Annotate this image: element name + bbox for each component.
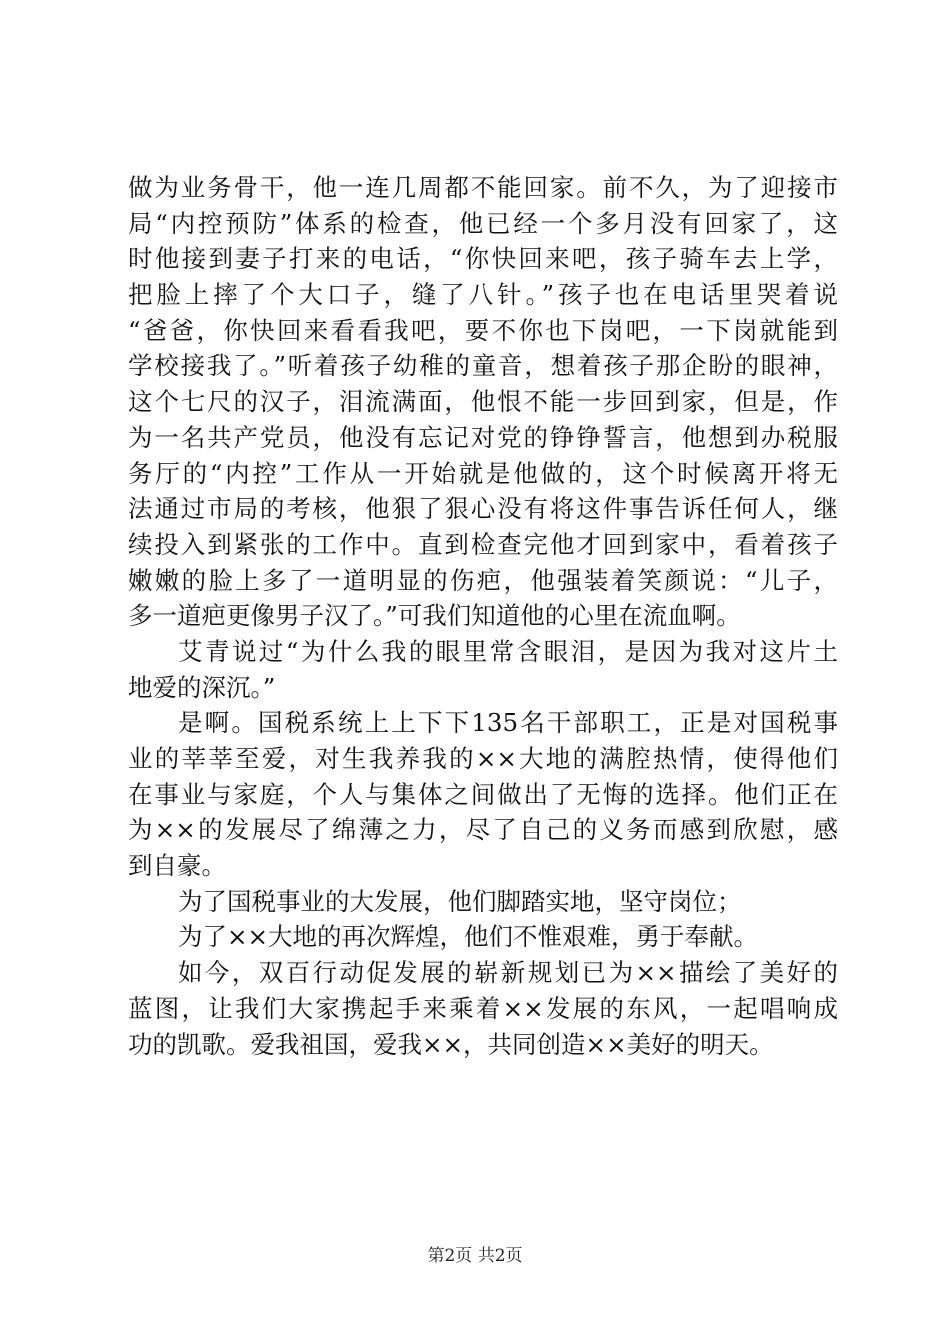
text-line: 嫩嫩的脸上多了一道明显的伤疤，他强装着笑颜说：“儿子， xyxy=(128,565,838,595)
text-line: 蓝图，让我们大家携起手来乘着××发展的东风，一起唱响成 xyxy=(128,993,838,1023)
text-line: 业的莘莘至爱，对生我养我的××大地的满腔热情，使得他们 xyxy=(128,744,838,773)
text-line: 地爱的深沉。” xyxy=(128,672,276,702)
text-line: 多一道疤更像男子汉了。”可我们知道他的心里在流血啊。 xyxy=(128,601,741,631)
paragraph-first-line: 为了××大地的再次辉煌，他们不惟艰难，勇于奉献。 xyxy=(178,922,759,952)
page-number-footer: 第2页 共2页 xyxy=(427,1246,523,1266)
paragraph-first-line: 如今，双百行动促发展的崭新规划已为××描绘了美好的 xyxy=(178,958,838,988)
text-line: 为一名共产党员，他没有忘记对党的铮铮誓言，他想到办税服 xyxy=(128,422,838,452)
text-line: 务厅的“内控”工作从一开始就是他做的，这个时候离开将无 xyxy=(128,458,838,488)
text-line: 把脸上摔了个大口子，缝了八针。”孩子也在电话里哭着说 xyxy=(128,280,838,310)
text-line: 时他接到妻子打来的电话，“你快回来吧，孩子骑车去上学， xyxy=(128,244,838,274)
text-line: 学校接我了。”听着孩子幼稚的童音，想着孩子那企盼的眼神， xyxy=(128,351,838,381)
text-line: 做为业务骨干，他一连几周都不能回家。前不久，为了迎接市 xyxy=(128,173,838,202)
text-line: 局“内控预防”体系的检查，他已经一个多月没有回家了，这 xyxy=(128,208,838,238)
paragraph-first-line: 是啊。国税系统上上下下135名干部职工，正是对国税事 xyxy=(178,708,838,738)
body-text xyxy=(128,170,838,1062)
text-line: 在事业与家庭，个人与集体之间做出了无悔的选择。他们正在 xyxy=(128,779,838,809)
paragraph-first-line: 艾青说过“为什么我的眼里常含眼泪，是因为我对这片土 xyxy=(178,636,838,666)
text-line: 到自豪。 xyxy=(128,851,226,881)
text-line: 功的凯歌。爱我祖国，爱我××，共同创造××美好的明天。 xyxy=(128,1029,774,1059)
paragraph-first-line: 为了国税事业的大发展，他们脚踏实地，坚守岗位； xyxy=(178,886,742,916)
text-line: 法通过市局的考核，他狠了狠心没有将这件事告诉任何人，继 xyxy=(128,494,838,524)
text-line: 为××的发展尽了绵薄之力，尽了自己的义务而感到欣慰，感 xyxy=(128,815,838,845)
text-line: “爸爸，你快回来看看我吧，要不你也下岗吧，一下岗就能到 xyxy=(128,315,838,345)
text-line: 这个七尺的汉子，泪流满面，他恨不能一步回到家，但是，作 xyxy=(128,387,838,417)
text-line: 续投入到紧张的工作中。直到检查完他才回到家中，看着孩子 xyxy=(128,529,838,559)
